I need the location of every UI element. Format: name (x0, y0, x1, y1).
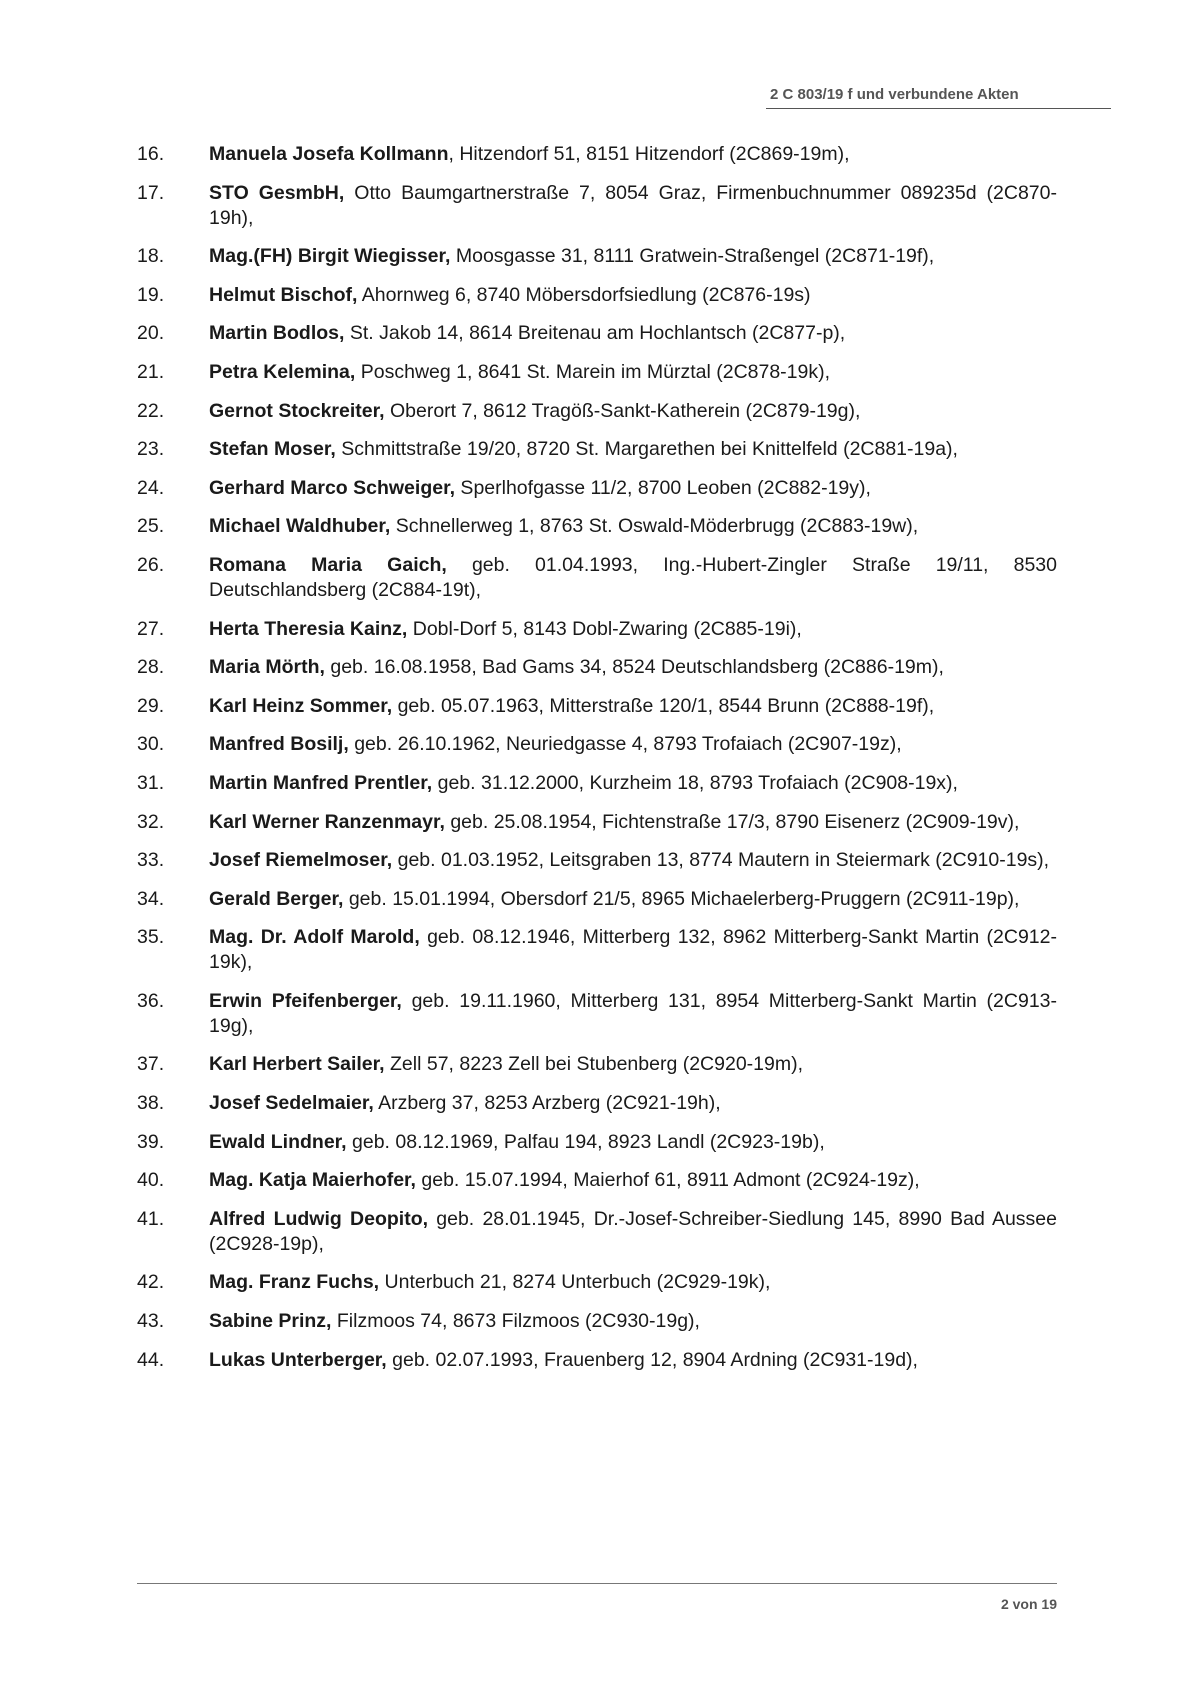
item-number: 27. (137, 617, 165, 640)
item-number: 28. (137, 656, 165, 679)
party-name: Lukas Unterberger, (209, 1348, 387, 1371)
party-details: geb. 31.12.2000, Kurzheim 18, 8793 Trofaiach (2C908-19x), (432, 771, 958, 794)
item-text (209, 1207, 1057, 1257)
item-number: 16. (137, 143, 165, 165)
item-number: 36. (137, 989, 165, 1012)
item-text (209, 514, 1057, 539)
item-number: 18. (137, 245, 165, 268)
list-item (137, 1348, 1057, 1373)
party-name: Karl Heinz Sommer, (209, 694, 393, 717)
item-text (209, 321, 1057, 346)
item-text (209, 1309, 1057, 1334)
item-text (209, 476, 1057, 501)
party-details: Poschweg 1, 8641 St. Marein im Mürztal (2C878-19k), (355, 360, 831, 383)
item-number: 17. (137, 181, 165, 204)
party-name: Sabine Prinz, (209, 1310, 332, 1333)
list-item (137, 1130, 1057, 1155)
list-item (137, 476, 1057, 501)
item-number: 23. (137, 438, 165, 461)
item-text (209, 810, 1057, 835)
party-details: geb. 15.07.1994, Maierhof 61, 8911 Admont (2C924-19z), (415, 1169, 920, 1192)
item-text (209, 1168, 1057, 1193)
item-number: 39. (137, 1130, 165, 1153)
party-details: geb. 25.08.1954, Fichtenstraße 17/3, 8790 Eisenerz (2C909-19v), (444, 810, 1020, 833)
item-number: 31. (137, 771, 165, 794)
party-name: Martin Bodlos, (209, 322, 345, 345)
party-name: Karl Werner Ranzenmayr, (209, 810, 445, 833)
party-details: Zell 57, 8223 Zell bei Stubenberg (2C920-19m), (384, 1053, 803, 1076)
party-details: Otto Baumgartnerstraße 7, 8054 Graz, Firmenbuchnummer 089235d (2C870-19h), (209, 181, 1057, 229)
party-name: Mag. Dr. Adolf Marold, (209, 926, 420, 949)
list-item (137, 1207, 1057, 1257)
party-details: Ahornweg 6, 8740 Möbersdorfsiedlung (2C876-19s) (357, 283, 811, 306)
list-item (137, 1270, 1057, 1295)
party-name: Manuela Josefa Kollmann (209, 143, 449, 165)
item-text (209, 244, 1057, 269)
footer-divider (137, 1583, 1057, 1584)
item-number: 20. (137, 322, 165, 345)
party-name: STO GesmbH, (209, 181, 345, 204)
party-name: Josef Sedelmaier, (209, 1092, 374, 1115)
item-text (209, 437, 1057, 462)
list-item (137, 655, 1057, 680)
party-name: Josef Riemelmoser, (209, 849, 393, 872)
list-item (137, 925, 1057, 975)
list-item (137, 1091, 1057, 1116)
party-details: , Hitzendorf 51, 8151 Hitzendorf (2C869-19m), (448, 143, 850, 165)
party-name: Stefan Moser, (209, 438, 336, 461)
party-details: St. Jakob 14, 8614 Breitenau am Hochlantsch (2C877-p), (344, 322, 846, 345)
list-item (137, 181, 1057, 231)
list-item (137, 321, 1057, 346)
item-text (209, 1270, 1057, 1295)
item-text (209, 989, 1057, 1039)
party-details: geb. 26.10.1962, Neuriedgasse 4, 8793 Trofaiach (2C907-19z), (348, 733, 902, 756)
item-text (209, 1052, 1057, 1077)
item-number: 38. (137, 1092, 165, 1115)
party-details: Filzmoos 74, 8673 Filzmoos (2C930-19g), (331, 1310, 700, 1333)
list-item (137, 1168, 1057, 1193)
party-list (137, 142, 1057, 1386)
item-number: 19. (137, 283, 165, 306)
list-item (137, 617, 1057, 642)
item-text (209, 1130, 1057, 1155)
party-name: Maria Mörth, (209, 656, 325, 679)
case-reference-header: 2 C 803/19 f und verbundene Akten (770, 86, 1019, 103)
list-item (137, 1052, 1057, 1077)
item-number: 33. (137, 849, 165, 872)
item-number: 21. (137, 360, 165, 383)
list-item (137, 887, 1057, 912)
item-number: 32. (137, 810, 165, 833)
item-number: 40. (137, 1169, 165, 1192)
item-text (209, 771, 1057, 796)
party-name: Petra Kelemina, (209, 360, 356, 383)
list-item (137, 810, 1057, 835)
item-text (209, 283, 1057, 308)
party-name: Gernot Stockreiter, (209, 399, 385, 422)
party-details: geb. 01.03.1952, Leitsgraben 13, 8774 Mautern in Steiermark (2C910-19s), (392, 849, 1050, 872)
item-text (209, 732, 1057, 757)
party-name: Mag. Katja Maierhofer, (209, 1169, 416, 1192)
party-name: Gerald Berger, (209, 887, 344, 910)
item-text (209, 360, 1057, 385)
item-number: 42. (137, 1271, 165, 1294)
list-item (137, 771, 1057, 796)
item-number: 34. (137, 887, 165, 910)
item-number: 29. (137, 694, 165, 717)
item-number: 37. (137, 1053, 165, 1076)
party-details: Schnellerweg 1, 8763 St. Oswald-Möderbrugg (2C883-19w), (390, 515, 919, 538)
party-name: Karl Herbert Sailer, (209, 1053, 385, 1076)
item-text (209, 925, 1057, 975)
party-name: Helmut Bischof, (209, 283, 358, 306)
party-details: Oberort 7, 8612 Tragöß-Sankt-Katherein (2C879-19g), (384, 399, 861, 422)
list-item (137, 694, 1057, 719)
party-name: Michael Waldhuber, (209, 515, 391, 538)
item-number: 44. (137, 1348, 165, 1371)
party-details: geb. 15.01.1994, Obersdorf 21/5, 8965 Michaelerberg-Pruggern (2C911-19p), (343, 887, 1020, 910)
party-details: geb. 16.08.1958, Bad Gams 34, 8524 Deutschlandsberg (2C886-19m), (324, 656, 944, 679)
party-name: Martin Manfred Prentler, (209, 771, 433, 794)
item-text (209, 887, 1057, 912)
item-text (209, 848, 1057, 873)
party-name: Ewald Lindner, (209, 1130, 347, 1153)
item-text (209, 1091, 1057, 1116)
party-details: geb. 08.12.1969, Palfau 194, 8923 Landl (2C923-19b), (346, 1130, 825, 1153)
party-details: geb. 19.11.1960, Mitterberg 131, 8954 Mitterberg-Sankt Martin (2C913-19g), (209, 989, 1057, 1037)
party-details: Schmittstraße 19/20, 8720 St. Margarethen bei Knittelfeld (2C881-19a), (335, 438, 958, 461)
party-details: Dobl-Dorf 5, 8143 Dobl-Zwaring (2C885-19i), (407, 617, 802, 640)
party-name: Mag. Franz Fuchs, (209, 1271, 380, 1294)
list-item (137, 1309, 1057, 1334)
item-text (209, 181, 1057, 231)
item-number: 25. (137, 515, 165, 538)
list-item (137, 514, 1057, 539)
item-text (209, 694, 1057, 719)
list-item (137, 142, 1057, 167)
party-details: geb. 01.04.1993, Ing.-Hubert-Zingler Straße 19/11, 8530 Deutschlandsberg (2C884-19t), (209, 553, 1057, 601)
header-divider (766, 108, 1111, 109)
item-text (209, 142, 1057, 167)
item-number: 35. (137, 926, 165, 949)
list-item (137, 553, 1057, 603)
item-text (209, 399, 1057, 424)
list-item (137, 399, 1057, 424)
party-name: Erwin Pfeifenberger, (209, 989, 402, 1012)
list-item (137, 437, 1057, 462)
party-name: Mag.(FH) Birgit Wiegisser, (209, 245, 451, 268)
list-item (137, 732, 1057, 757)
item-text (209, 655, 1057, 680)
party-details: geb. 02.07.1993, Frauenberg 12, 8904 Ardning (2C931-19d), (386, 1348, 918, 1371)
party-details: Moosgasse 31, 8111 Gratwein-Straßengel (2C871-19f), (450, 245, 935, 268)
party-name: Herta Theresia Kainz, (209, 617, 408, 640)
party-details: Unterbuch 21, 8274 Unterbuch (2C929-19k), (379, 1271, 771, 1294)
party-details: geb. 08.12.1946, Mitterberg 132, 8962 Mitterberg-Sankt Martin (2C912-19k), (209, 926, 1057, 974)
party-details: Arzberg 37, 8253 Arzberg (2C921-19h), (373, 1092, 721, 1115)
item-text (209, 553, 1057, 603)
list-item (137, 360, 1057, 385)
list-item (137, 283, 1057, 308)
party-details: geb. 28.01.1945, Dr.-Josef-Schreiber-Siedlung 145, 8990 Bad Aussee (2C928-19p), (209, 1207, 1057, 1255)
party-name: Alfred Ludwig Deopito, (209, 1207, 429, 1230)
list-item (137, 989, 1057, 1039)
item-number: 43. (137, 1310, 165, 1333)
party-details: geb. 05.07.1963, Mitterstraße 120/1, 8544 Brunn (2C888-19f), (392, 694, 935, 717)
item-number: 30. (137, 733, 165, 756)
page-number: 2 von 19 (1000, 1596, 1057, 1612)
party-name: Gerhard Marco Schweiger, (209, 476, 456, 499)
item-number: 26. (137, 553, 165, 576)
party-name: Romana Maria Gaich, (209, 553, 447, 576)
item-number: 22. (137, 399, 165, 422)
item-number: 41. (137, 1207, 165, 1230)
list-item (137, 244, 1057, 269)
list-item (137, 848, 1057, 873)
party-details: Sperlhofgasse 11/2, 8700 Leoben (2C882-19y), (455, 476, 871, 499)
item-text (209, 1348, 1057, 1373)
item-text (209, 617, 1057, 642)
party-name: Manfred Bosilj, (209, 733, 349, 756)
item-number: 24. (137, 476, 165, 499)
